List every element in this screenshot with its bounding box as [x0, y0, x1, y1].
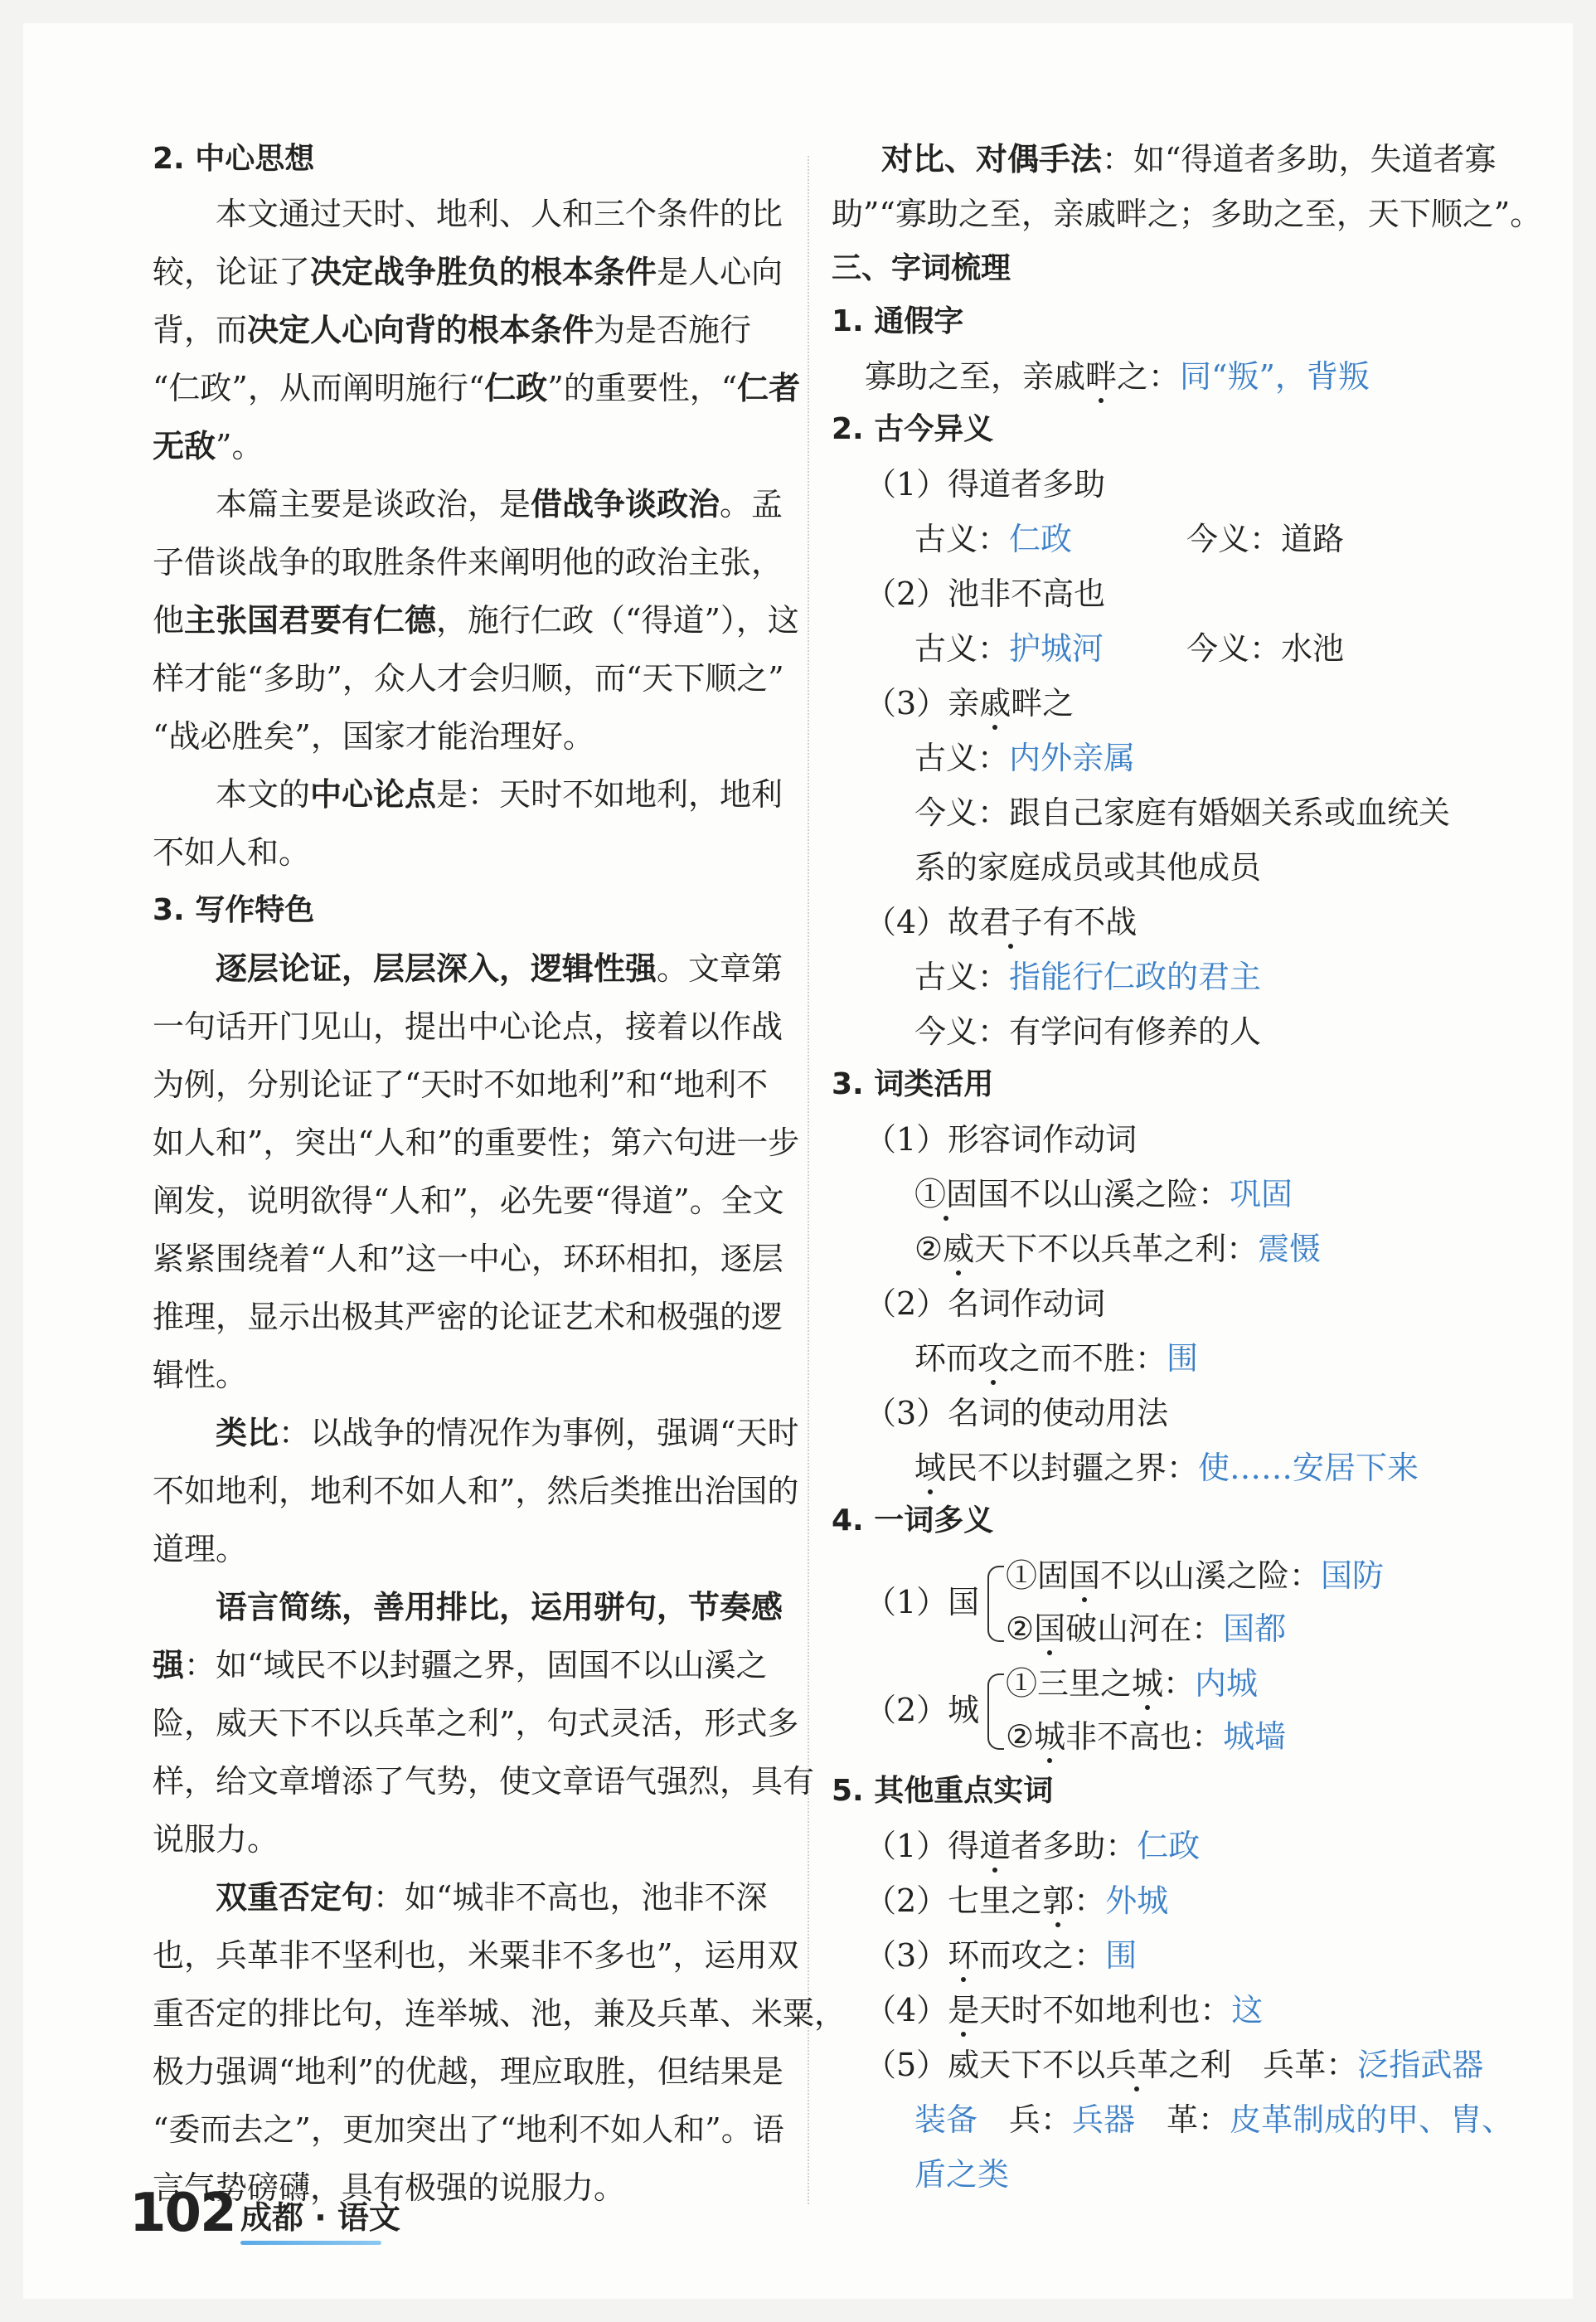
entry-line: 装备 兵：兵器 革：皮革制成的甲、胄、 — [914, 2101, 1514, 2138]
subsection-title: 1. 通假字 — [832, 304, 964, 338]
entry-line: 今义：跟自己家庭有婚姻关系或血统关 — [914, 794, 1451, 831]
paragraph-line: 对比、对偶手法：如“得道者多助，失道者寡 — [881, 141, 1497, 177]
key-phrase: 对比、对偶手法 — [881, 141, 1103, 177]
emphasis-char: 环 — [948, 1937, 980, 1974]
answer-text: 皮革制成的甲、胄、 — [1230, 2101, 1514, 2138]
key-phrase: 借战争谈政治 — [531, 486, 720, 522]
entry-line: （3）名词的使动用法 — [865, 1395, 1169, 1431]
answer-text: 国防 — [1321, 1557, 1385, 1594]
answer-text: 装备 — [914, 2101, 978, 2138]
entry-line — [914, 2154, 1009, 2194]
emphasis-char: 域 — [914, 1450, 947, 1486]
entry-line: 系的家庭成员或其他成员 — [914, 849, 1262, 886]
paragraph-line: 本文通过天时、地利、人和三个条件的比 — [216, 196, 783, 232]
column-divider — [808, 156, 809, 2204]
emphasis-char: 君子 — [979, 904, 1043, 940]
key-phrase: 类比 — [216, 1415, 279, 1451]
key-phrase: 无敌 — [153, 428, 216, 464]
answer-text: 使……安居下来 — [1198, 1450, 1419, 1486]
entry-line: 寡助之至，亲戚畔之：同“叛”，背叛 — [865, 358, 1370, 395]
paragraph-line: 一句话开门见山，提出中心论点，接着以作战 — [153, 1008, 783, 1045]
emphasis-char: 攻 — [977, 1340, 1010, 1377]
emphasis-char: 郭 — [1042, 1882, 1075, 1919]
paragraph-line: “战必胜矣”，国家才能治理好。 — [153, 718, 594, 755]
key-phrase: 决定人心向背的根本条件 — [247, 312, 594, 348]
paragraph-line: 不如地利，地利不如人和”，然后类推出治国的 — [153, 1473, 799, 1509]
paragraph-line: 为例，分别论证了“天时不如地利”和“地利不 — [153, 1066, 769, 1103]
emphasis-char: 是 — [948, 1992, 980, 2028]
subsection-title: 3. 词类活用 — [832, 1067, 994, 1101]
entry-line: （4）故君子有不战 — [865, 904, 1138, 940]
paragraph-line: 紧紧围绕着“人和”这一中心，环环相扣，逐层 — [153, 1241, 783, 1277]
answer-text: 内外亲属 — [1009, 740, 1136, 776]
answer-text: 巩固 — [1230, 1176, 1293, 1212]
paragraph-line: 较，论证了决定战争胜负的根本条件是人心向 — [153, 254, 783, 290]
answer-text: 盾之类 — [914, 2156, 1010, 2193]
paragraph-line: 险，威天下不以兵革之利”，句式灵活，形式多 — [153, 1705, 799, 1742]
paragraph-line: 样，给文章增添了气势，使文章语气强烈，具有 — [153, 1763, 815, 1800]
entry-line: ①固国不以山溪之险：巩固 — [914, 1176, 1293, 1212]
entry-line: ②城非不高也：城墙 — [1006, 1718, 1287, 1755]
paragraph-line: 道理。 — [153, 1531, 248, 1567]
key-phrase: 双重否定句 — [216, 1879, 374, 1916]
subsection-title: 4. 一词多义 — [832, 1503, 994, 1537]
emphasis-char: 道 — [979, 1828, 1011, 1864]
paragraph-line: 重否定的排比句，连举城、池，兼及兵革、米粟， — [153, 1995, 847, 2032]
key-phrase: 中心论点 — [310, 776, 437, 813]
emphasis-char: 戚 — [979, 685, 1011, 721]
answer-text: 兵器 — [1072, 2101, 1136, 2138]
paragraph-line: 背，而决定人心向背的根本条件为是否施行 — [153, 312, 752, 348]
paragraph-line: 他主张国君要有仁德，施行仁政（“得道”），这 — [153, 602, 799, 639]
paragraph-line: 言气势磅礴，具有极强的说服力。 — [153, 2169, 626, 2206]
answer-text: 围 — [1105, 1937, 1138, 1974]
emphasis-char: 国 — [1069, 1557, 1101, 1594]
entry-line: （3）环而攻之：围 — [865, 1937, 1138, 1974]
key-phrase: 逐层论证，层层深入，逻辑性强 — [216, 950, 657, 987]
entry-line: （2）名词作动词 — [865, 1285, 1106, 1322]
answer-text: 护城河 — [1009, 630, 1104, 667]
entry-line: （2）七里之郭：外城 — [865, 1882, 1169, 1919]
key-phrase: 决定战争胜负的根本条件 — [310, 254, 657, 290]
key-phrase: 强 — [153, 1647, 185, 1683]
emphasis-char: 畔 — [1085, 358, 1118, 395]
emphasis-char: 威 — [943, 1231, 975, 1267]
entry-line: （4）是天时不如地利也：这 — [865, 1992, 1264, 2028]
entry-line: ①三里之城：内城 — [1006, 1665, 1259, 1702]
answer-text: 泛指武器 — [1357, 2047, 1484, 2083]
subsection-title: 5. 其他重点实词 — [832, 1774, 1054, 1808]
answer-text: 国都 — [1223, 1610, 1287, 1647]
emphasis-char: 城 — [1132, 1665, 1164, 1702]
emphasis-char: ①固 — [914, 1176, 978, 1212]
entry-line: （1）形容词作动词 — [865, 1121, 1138, 1158]
paragraph-line: 子借谈战争的取胜条件来阐明他的政治主张， — [153, 544, 783, 580]
paragraph-line: 也，兵革非不坚利也，米粟非不多也”，运用双 — [153, 1937, 799, 1974]
entry-line: 今义：水池 — [1186, 630, 1345, 667]
entry-line: 今义：有学问有修养的人 — [914, 1013, 1262, 1050]
answer-text: 指能行仁政的君主 — [1009, 959, 1262, 995]
entry-line: （2）城 — [865, 1692, 980, 1728]
answer-text: 仁政 — [1137, 1828, 1201, 1864]
entry-line: 环而攻之而不胜：围 — [914, 1340, 1199, 1377]
entry-line: 今义：道路 — [1186, 521, 1345, 557]
paragraph-line: 逐层论证，层层深入，逻辑性强。文章第 — [216, 950, 783, 987]
answer-text: 仁政 — [1009, 521, 1073, 557]
paragraph-line: 如人和”，突出“人和”的重要性；第六句进一步 — [153, 1125, 800, 1161]
answer-text: 同“叛”，背叛 — [1180, 358, 1370, 395]
key-phrase: 主张国君要有仁德 — [184, 602, 437, 639]
page — [23, 23, 1573, 2299]
entry-line: ②威天下不以兵革之利：震慑 — [914, 1231, 1322, 1267]
page-number: 102 — [129, 2183, 235, 2244]
paragraph-line: 极力强调“地利”的优越，理应取胜，但结果是 — [153, 2053, 783, 2090]
answer-text: 这 — [1231, 1992, 1264, 2028]
answer-text: 围 — [1167, 1340, 1199, 1377]
answer-text: 城墙 — [1223, 1718, 1287, 1755]
entry-line: （5）威天下不以兵革之利 兵革：泛指武器 — [865, 2047, 1484, 2083]
entry-line: （3）亲戚畔之 — [865, 685, 1075, 721]
emphasis-char: 城 — [1034, 1718, 1066, 1755]
entry-line: ①固国不以山溪之险：国防 — [1006, 1557, 1385, 1594]
paragraph-line: 本篇主要是谈政治，是借战争谈政治。孟 — [216, 486, 783, 522]
paragraph-line: 类比：以战争的情况作为事例，强调“天时 — [216, 1415, 799, 1451]
section-title: 3. 写作特色 — [153, 893, 315, 927]
paragraph-line: “委而去之”，更加突出了“地利不如人和”。语 — [153, 2111, 784, 2148]
subsection-title: 2. 古今异义 — [832, 412, 994, 446]
paragraph-line: 强：如“域民不以封疆之界，固国不以山溪之 — [153, 1647, 768, 1683]
entry-line: （1）国 — [865, 1584, 980, 1620]
emphasis-char: 兵革 — [1105, 2047, 1169, 2083]
entry-line: 古义：内外亲属 — [914, 740, 1136, 776]
paragraph-line: 本文的中心论点是：天时不如地利，地利 — [216, 776, 783, 813]
key-phrase: 仁政 — [484, 370, 548, 406]
paragraph-line: 说服力。 — [153, 1821, 279, 1858]
paragraph-line: 阐发，说明欲得“人和”，必先要“得道”。全文 — [153, 1183, 784, 1219]
entry-line: （1）得道者多助 — [865, 466, 1106, 503]
emphasis-char: 国 — [1034, 1610, 1066, 1647]
entry-line: （2）池非不高也 — [865, 576, 1106, 612]
answer-text: 外城 — [1105, 1882, 1169, 1919]
section-title: 2. 中心思想 — [153, 142, 315, 176]
brace-icon — [987, 1673, 1004, 1750]
entry-line: （1）得道者多助：仁政 — [865, 1828, 1201, 1864]
brace-icon — [987, 1566, 1004, 1642]
paragraph-line: 助”“寡助之至，亲戚畔之；多助之至，天下顺之”。 — [832, 196, 1542, 232]
entry-line: 古义：仁政 — [914, 521, 1073, 557]
paragraph-line: 双重否定句：如“城非不高也，池非不深 — [216, 1879, 768, 1916]
key-phrase: 仁者 — [737, 370, 801, 406]
paragraph-line: 无敌”。 — [153, 428, 264, 464]
answer-text: 震慑 — [1258, 1231, 1322, 1267]
entry-line: ②国破山河在：国都 — [1006, 1610, 1287, 1647]
paragraph-line: 不如人和。 — [153, 834, 311, 871]
entry-line: 古义：指能行仁政的君主 — [914, 959, 1262, 995]
entry-line: 域民不以封疆之界：使……安居下来 — [914, 1450, 1419, 1486]
key-phrase: 语言简练，善用排比，运用骈句，节奏感 — [216, 1589, 783, 1625]
paragraph-line: 样才能“多助”，众人才会归顺，而“天下顺之” — [153, 660, 784, 697]
paragraph-line: 推理，显示出极其严密的论证艺术和极强的逻 — [153, 1299, 783, 1335]
answer-text: 内城 — [1195, 1665, 1259, 1702]
section-title: 三、字词梳理 — [832, 251, 1011, 285]
footer-label: 成都 · 语文 — [240, 2199, 400, 2236]
paragraph-line: “仁政”，从而阐明施行“仁政”的重要性，“仁者 — [153, 370, 801, 406]
entry-line: 古义：护城河 — [914, 630, 1104, 667]
footer-underline — [240, 2241, 381, 2245]
paragraph-line: 辑性。 — [153, 1357, 248, 1393]
